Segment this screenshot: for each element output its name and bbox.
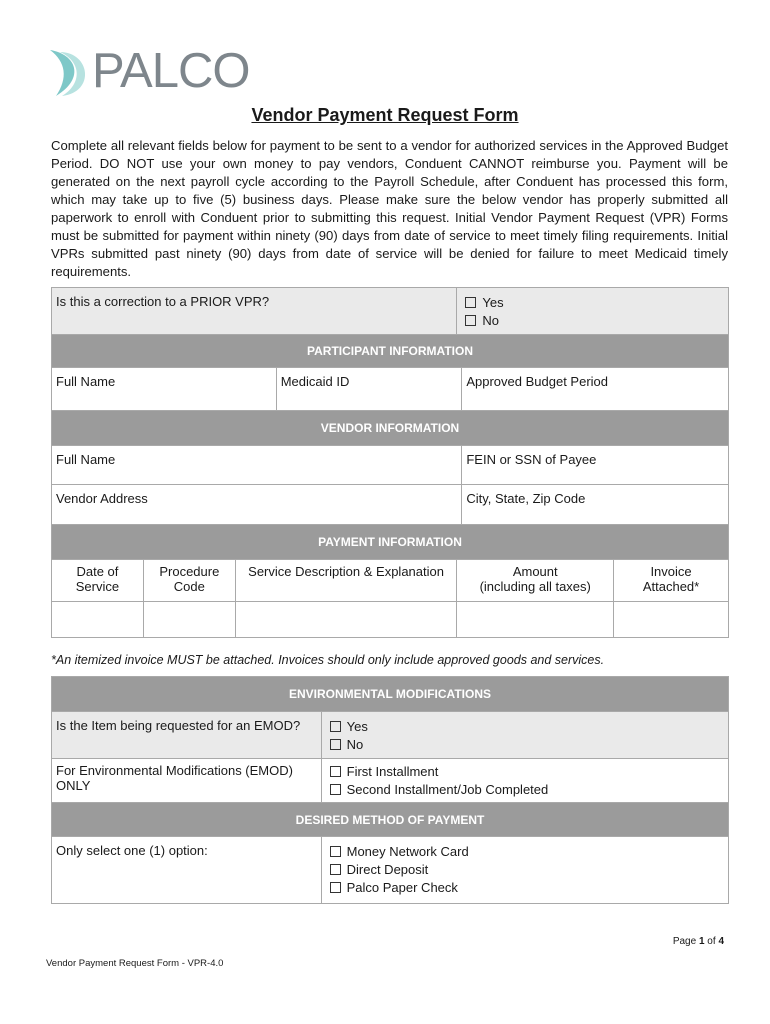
- checkbox-icon[interactable]: [330, 784, 341, 795]
- direct-deposit-option[interactable]: Direct Deposit: [330, 861, 724, 879]
- brand-name: PALCO: [92, 44, 250, 98]
- checkbox-icon[interactable]: [465, 297, 476, 308]
- method-header: DESIRED METHOD OF PAYMENT: [52, 803, 729, 837]
- col-date-of-service: Date of Service: [52, 560, 144, 602]
- emod-header: ENVIRONMENTAL MODIFICATIONS: [52, 677, 729, 712]
- first-installment-option[interactable]: First Installment: [330, 763, 724, 781]
- medicaid-id-field[interactable]: Medicaid ID: [276, 368, 462, 411]
- budget-period-field[interactable]: Approved Budget Period: [462, 368, 729, 411]
- correction-no-option[interactable]: No: [465, 312, 724, 330]
- footer-form-id: Vendor Payment Request Form - VPR-4.0: [46, 958, 224, 969]
- service-description-input[interactable]: [235, 602, 457, 638]
- procedure-code-input[interactable]: [143, 602, 235, 638]
- main-form-table: [51, 287, 729, 638]
- checkbox-icon[interactable]: [330, 766, 341, 777]
- emod-options: [321, 712, 728, 759]
- checkbox-icon[interactable]: [330, 882, 341, 893]
- invoice-attached-input[interactable]: [614, 602, 729, 638]
- emod-only-label: For Environmental Modifications (EMOD) ONLY: [52, 759, 322, 803]
- col-amount: Amount (including all taxes): [457, 560, 614, 602]
- emod-question: Is the Item being requested for an EMOD?: [52, 712, 322, 759]
- col-service-description: Service Description & Explanation: [235, 560, 457, 602]
- checkbox-icon[interactable]: [330, 846, 341, 857]
- participant-header: PARTICIPANT INFORMATION: [52, 335, 729, 368]
- page-number: Page 1 of 4: [672, 936, 724, 947]
- money-network-card-option[interactable]: Money Network Card: [330, 843, 724, 861]
- checkbox-icon[interactable]: [465, 315, 476, 326]
- vendor-header: VENDOR INFORMATION: [52, 411, 729, 446]
- col-procedure-code: Procedure Code: [143, 560, 235, 602]
- participant-full-name-field[interactable]: Full Name: [52, 368, 277, 411]
- checkbox-icon[interactable]: [330, 721, 341, 732]
- method-options: [321, 837, 728, 904]
- paper-check-option[interactable]: Palco Paper Check: [330, 879, 724, 897]
- correction-question: Is this a correction to a PRIOR VPR?: [52, 288, 457, 335]
- payment-header: PAYMENT INFORMATION: [52, 525, 729, 560]
- second-installment-option[interactable]: Second Installment/Job Completed: [330, 781, 724, 799]
- correction-yes-option[interactable]: Yes: [465, 294, 724, 312]
- installment-options: [321, 759, 728, 803]
- form-title: Vendor Payment Request Form: [251, 105, 519, 125]
- vendor-address-field[interactable]: Vendor Address: [52, 485, 462, 525]
- vendor-full-name-field[interactable]: Full Name: [52, 446, 462, 485]
- amount-input[interactable]: [457, 602, 614, 638]
- checkbox-icon[interactable]: [330, 864, 341, 875]
- date-of-service-input[interactable]: [52, 602, 144, 638]
- method-label: Only select one (1) option:: [52, 837, 322, 904]
- correction-options: [457, 288, 729, 335]
- intro-paragraph: Complete all relevant fields below for payment to be sent to a vendor for authorized services in the Approved Budget Period. DO NOT use your own money to pay vendors, Conduent CANNOT reimburse you. Payment will be generated on the next payroll cycle according to the Payroll Schedule, after Conduent has processed this form, which may take up to five (5) business days. Please make sure the below vendor has properly submitted all paperwork to enroll with Conduent prior to submitting this request. Initial Vendor Payment Request (VPR) Forms must be submitted for payment within ninety (90) days from date of service to meet timely filing requirements. Initial VPRs submitted past ninety (90) days from date of service will be denied for failure to meet Medicaid timely requirements.: [51, 138, 728, 279]
- city-state-zip-field[interactable]: City, State, Zip Code: [462, 485, 729, 525]
- emod-table: [51, 676, 729, 904]
- checkbox-icon[interactable]: [330, 739, 341, 750]
- col-invoice-attached: Invoice Attached*: [614, 560, 729, 602]
- fein-field[interactable]: FEIN or SSN of Payee: [462, 446, 729, 485]
- emod-no-option[interactable]: No: [330, 736, 724, 754]
- invoice-note: *An itemized invoice MUST be attached. Invoices should only include approved goods and services.: [51, 653, 605, 667]
- emod-yes-option[interactable]: Yes: [330, 718, 724, 736]
